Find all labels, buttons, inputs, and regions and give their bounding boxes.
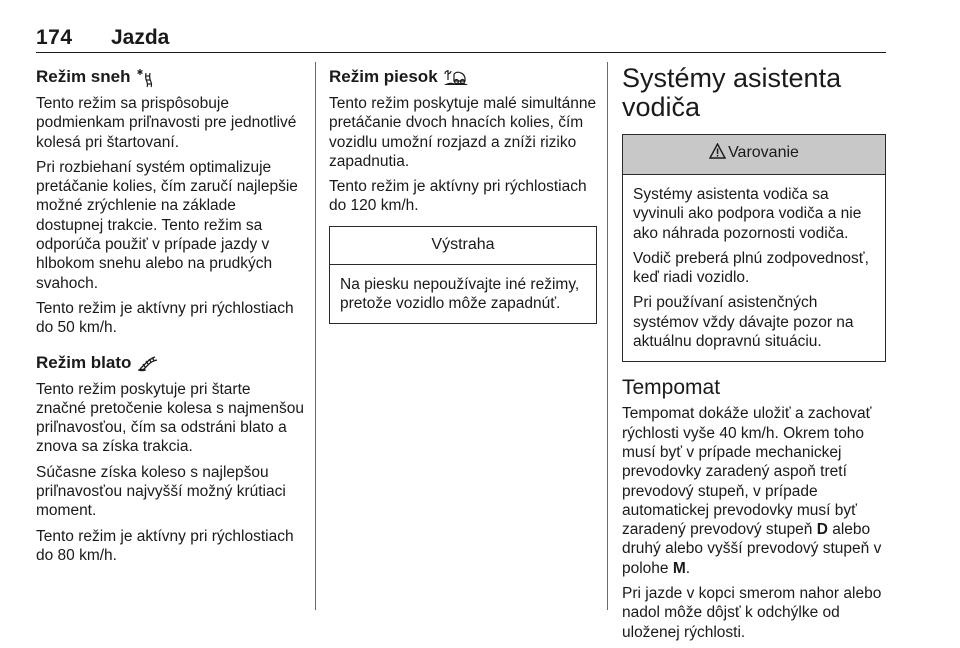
sand-mode-title: Režim piesok (329, 67, 438, 86)
warning-box (622, 134, 886, 362)
warning-text-1: Systémy asistenta vodiča sa vyvinuli ako podpora vodiča a nie ako náhrada pozornosti vodiča. (633, 186, 862, 242)
column-1 (36, 66, 304, 571)
caution-box (329, 226, 597, 325)
sand-mode-text-1: Tento režim poskytuje malé simultánne pretáčanie dvoch hnacích kolies, čím vozidlu umožní rozjazd a zníži riziko zapadnutia. (329, 95, 597, 170)
warning-text-2: Vodič preberá plnú zodpovednosť, keď riadi vozidlo. (633, 249, 869, 287)
sand-mode-text-2: Tento režim je aktívny pri rýchlostiach do 120 km/h. (329, 178, 587, 215)
column-2 (329, 66, 597, 324)
cruise-control-title: Tempomat (622, 376, 721, 400)
cruise-text-part: Tempomat dokáže uložiť a zachovať rýchlosti vyše 40 km/h. Okrem toho musí byť v prípade mechanickej prevodovky zaradený aspoň tretí prevodový stupeň, v prípade automatickej prevodovky musí byť zaradený prevodový stupeň (622, 405, 872, 539)
gear-d-label: D (816, 521, 828, 539)
caution-text: Na piesku nepoužívajte iné režimy, pretože vozidlo môže zapadnúť. (340, 275, 580, 313)
cruise-control-text-2: Pri jazde v kopci smerom nahor alebo nadol môže dôjsť k odchýlke od uloženej rýchlosti. (622, 585, 882, 641)
snow-mode-heading (36, 66, 304, 88)
snowflake-icon (136, 68, 158, 86)
mud-mode-text-2: Súčasne získa koleso s najlepšou priľnavosťou najvyšší možný krútiaci moment. (36, 463, 286, 520)
mud-mode-heading (36, 352, 304, 374)
sand-icon (444, 68, 468, 86)
cruise-text-part: alebo druhý alebo vyšší prevodový stupeň v polohe (622, 521, 882, 577)
mud-mode-text-1: Tento režim poskytuje pri štarte značné pretočenie kolesa s najmenšou priľnavosťou, čím sa odstráni blato a znova sa získa trakcia. (36, 380, 304, 456)
warning-header (623, 135, 885, 175)
warning-title: Varovanie (728, 144, 799, 161)
cruise-text-part: . (685, 559, 691, 577)
gear-m-label: M (672, 559, 686, 577)
snow-mode-text-1: Tento režim sa prispôsobuje podmienkam priľnavosti pre jednotlivé kolesá pri štartovaní. (36, 95, 297, 151)
mud-icon (137, 354, 159, 372)
column-3 (622, 63, 886, 648)
caution-body (330, 265, 596, 324)
page-header (36, 26, 886, 53)
column-divider (607, 62, 608, 610)
warning-text-3: Pri používaní asistenčných systémov vždy dávajte pozor na aktuálnu dopravnú situáciu. (633, 294, 854, 351)
snow-mode-title: Režim sneh (36, 67, 131, 86)
page-number: 174 (36, 26, 73, 49)
column-divider (315, 62, 316, 610)
caution-title: Výstraha (330, 227, 596, 265)
snow-mode-text-3: Tento režim je aktívny pri rýchlostiach do 50 km/h. (36, 299, 294, 337)
snow-mode-text-2: Pri rozbiehaní systém optimalizuje pretáčanie kolies, čím zaručí najlepšie možné zrýchlenie na základe dostupnej trakcie. Tento režim sa odporúča použiť v prípade jazdy v hlbokom snehu alebo na prudkých svahoch. (36, 158, 298, 292)
mud-mode-text-3: Tento režim je aktívny pri rýchlostiach do 80 km/h. (36, 527, 294, 564)
warning-triangle-icon (709, 143, 726, 165)
warning-body (623, 175, 885, 361)
mud-mode-title: Režim blato (36, 352, 132, 372)
sand-mode-heading (329, 66, 597, 88)
section-name: Jazda (111, 26, 170, 49)
driver-assist-title: Systémy asistenta vodiča (622, 63, 842, 122)
cruise-control-text-1 (622, 404, 886, 578)
